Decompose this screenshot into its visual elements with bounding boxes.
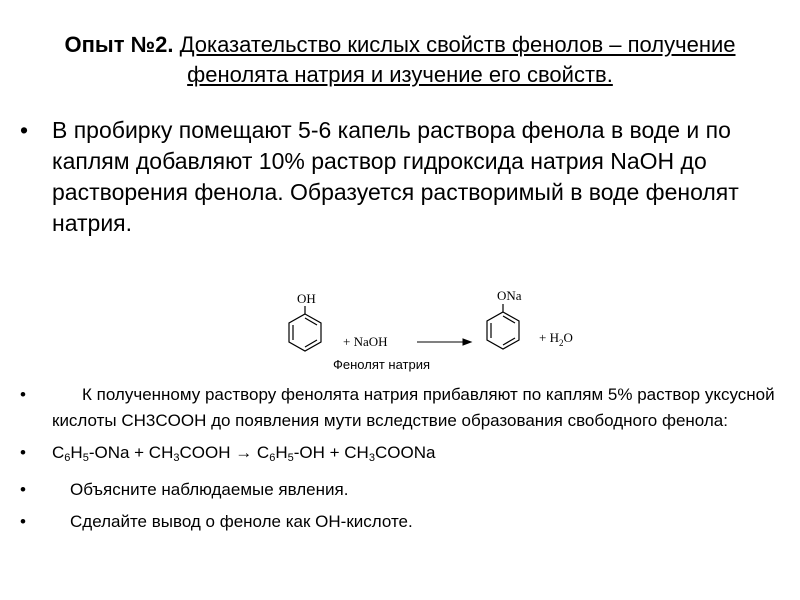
reaction-arrow — [417, 339, 471, 345]
reagent-label: + NaOH — [343, 334, 388, 349]
phenolate-caption: Фенолят натрия — [333, 357, 431, 372]
bullet-icon: • — [20, 443, 26, 462]
list-item — [20, 477, 790, 503]
product-ona-label: ONa — [497, 288, 522, 303]
bullet-icon: • — [20, 117, 29, 143]
intro-bullet — [20, 115, 780, 239]
bullet-list — [20, 382, 790, 535]
list-item — [20, 509, 790, 535]
reactant-oh-label: OH — [297, 291, 316, 306]
item-text: Сделайте вывод о феноле как OH-кислоте. — [70, 512, 413, 531]
intro-text: В пробирку помещают 5-6 капель раствора фенола в воде и по каплям добавляют 10% раствор гидроксида натрия NaOH до растворения фенола. Образуется растворимый в воде фенолят натрия. — [52, 117, 739, 236]
item-text: К полученному раствору фенолята натрия прибавляют по каплям 5% раствор уксусной кислоты CH3COOH до появления мути вследствие образования свободного фенола: — [52, 385, 775, 430]
reaction-scheme — [275, 286, 615, 366]
reaction-scheme-svg — [275, 286, 615, 366]
title-lead: Опыт №2. — [64, 32, 174, 57]
bullet-icon: • — [20, 480, 26, 499]
list-item — [20, 382, 790, 434]
water-label: + $H_2O$ — [539, 330, 573, 348]
equation-text: $C_6H_5$-ONa + $CH_3COOH \to C_6H_5-OH$ + $CH_3COONa$ — [52, 443, 436, 464]
phenol-ring — [289, 306, 321, 351]
title-rest: Доказательство кислых свойств фенолов – получение фенолята натрия и изучение его свойств. — [179, 32, 736, 87]
item-text: Объясните наблюдаемые явления. — [70, 480, 349, 499]
bullet-icon: • — [20, 512, 26, 531]
phenolate-ring — [487, 304, 519, 349]
list-item — [20, 440, 790, 471]
slide-title — [40, 30, 760, 90]
bullet-icon: • — [20, 385, 26, 404]
